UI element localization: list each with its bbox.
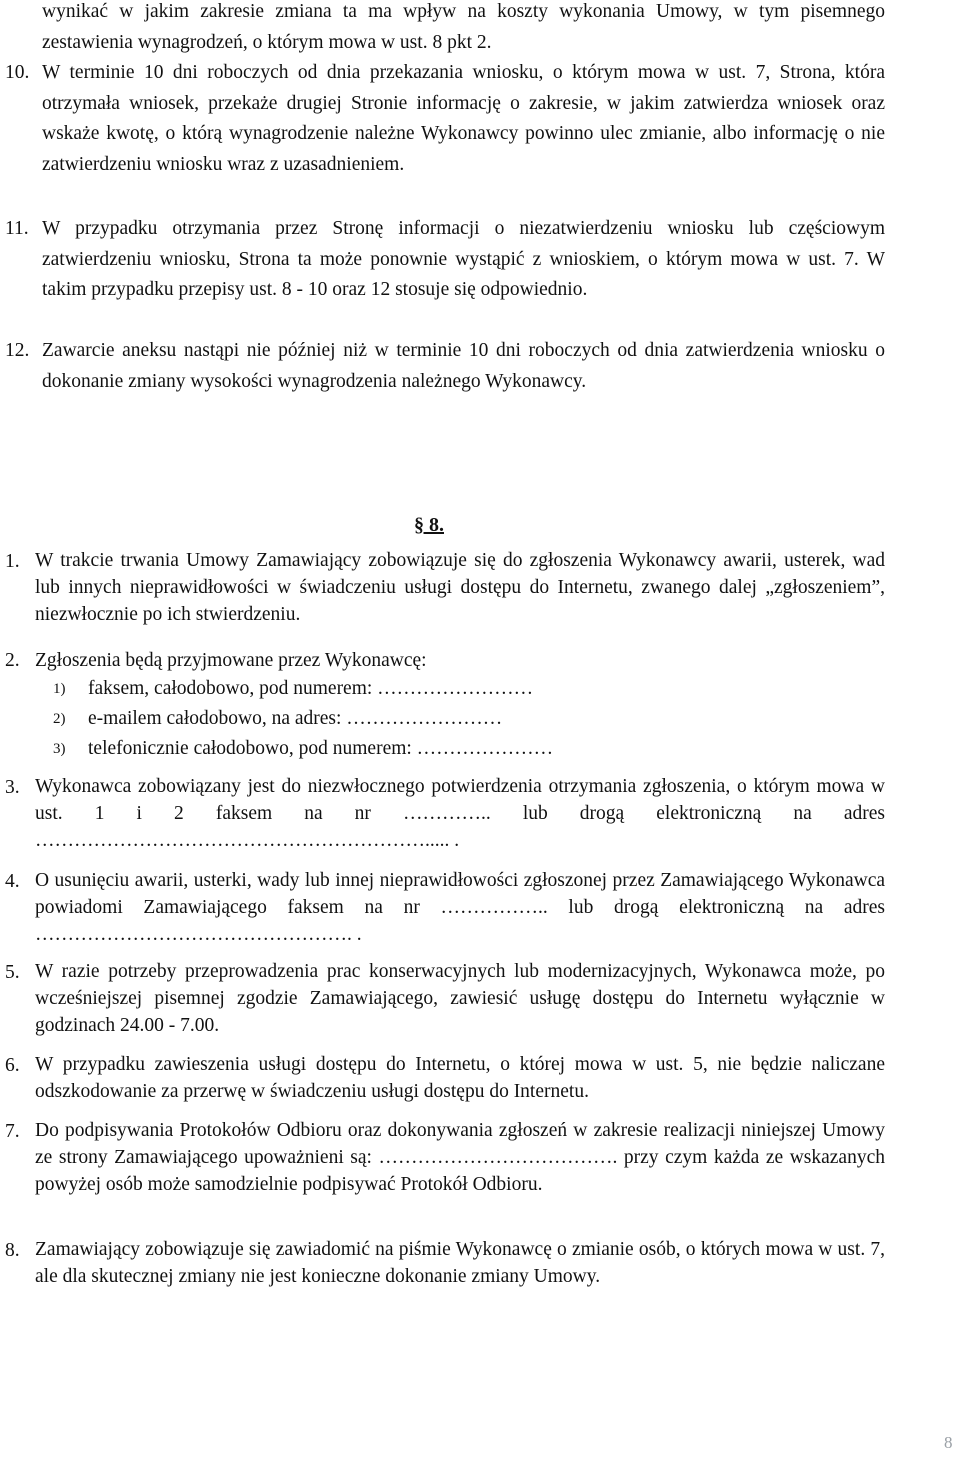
section-item-5: [5, 958, 885, 1039]
list-item-12: [5, 336, 885, 397]
section-number: 8.: [429, 514, 444, 536]
item-text: Zgłoszenia będą przyjmowane przez Wykonawcę:: [35, 650, 427, 671]
section-symbol: §: [414, 514, 424, 536]
item-text: Zamawiający zobowiązuje się zawiadomić na piśmie Wykonawcę o zmianie osób, o których mowa w ust. 7, ale dla skutecznej zmiany nie jest konieczne dokonanie zmiany Umowy.: [35, 1239, 885, 1287]
list-item-11: [5, 214, 885, 306]
item-text: Zawarcie aneksu nastąpi nie później niż w terminie 10 dni roboczych od dnia zatwierdzenia wniosku o dokonanie zmiany wysokości wynagrodzenia należnego Wykonawcy.: [42, 340, 885, 392]
section-item-7: [5, 1117, 885, 1198]
subitem-text: telefonicznie całodobowo, pod numerem: …………………: [88, 738, 554, 759]
item-number: 10.: [5, 62, 30, 83]
list-item-10: [5, 58, 885, 180]
item-text: W przypadku zawieszenia usługi dostępu do Internetu, o której mowa w ust. 5, nie będzie naliczane odszkodowanie za przerwę w świadczeniu usługi dostępu do Internetu.: [35, 1054, 885, 1102]
item-text: Wykonawca zobowiązany jest do niezwłocznego potwierdzenia otrzymania zgłoszenia, o którym mowa w ust. 1 i 2 faksem na nr ………….. lub drogą elektroniczną na adres ……………………………………………………..... .: [35, 776, 885, 851]
section-item-1: [5, 547, 885, 628]
item-text: W razie potrzeby przeprowadzenia prac konserwacyjnych lub modernizacyjnych, Wykonawca może, po wcześniejszej pisemnej zgodzie Zamawiającego, zawiesić usługę dostępu do Internetu wyłącznie w godzinach 24.00 - 7.00.: [35, 961, 885, 1036]
item-text: W terminie 10 dni roboczych od dnia przekazania wniosku, o którym mowa w ust. 7, Strona, która otrzymała wniosek, przekaże drugiej Stronie informację o zakresie, w jakim zatwierdza wniosek oraz wskaże kwotę, o którą wynagrodzenie należne Wykonawcy powinno ulec zmianie, albo informację o nie zatwierdzeniu wniosku wraz z uzasadnieniem.: [42, 62, 885, 175]
item-number: 5.: [5, 962, 20, 983]
section-item-3: [5, 773, 885, 854]
subitem-text: faksem, całodobowo, pod numerem: ……………………: [88, 678, 534, 699]
item-number: 7.: [5, 1121, 20, 1142]
item-number: 2.: [5, 650, 20, 671]
section-item-6: [5, 1051, 885, 1105]
item-number: 8.: [5, 1240, 20, 1261]
subitem-number: 3): [53, 741, 66, 757]
subitem-text: e-mailem całodobowo, na adres: ……………………: [88, 708, 503, 729]
page-number: 8: [944, 1433, 953, 1452]
item-number: 11.: [5, 218, 29, 239]
item-text: W trakcie trwania Umowy Zamawiający zobowiązuje się do zgłoszenia Wykonawcy awarii, usterek, wad lub innych nieprawidłowości w świadczeniu usługi dostępu do Internetu, zwanego dalej „zgłoszeniem”, niezwłocznie po ich stwierdzeniu.: [35, 550, 885, 625]
subitem-1: [53, 674, 853, 705]
item-text: O usunięciu awarii, usterki, wady lub innej nieprawidłowości zgłoszonej przez Zamawiającego Wykonawca powiadomi Zamawiającego faksem na nr …………….. lub drogą elektroniczną na adres …………………………………………. .: [35, 870, 885, 945]
section-heading: [414, 510, 444, 541]
item-number: 1.: [5, 551, 20, 572]
item-number: 4.: [5, 871, 20, 892]
item-number: 6.: [5, 1055, 20, 1076]
item-number: 3.: [5, 777, 20, 798]
subitem-number: 1): [53, 681, 66, 697]
subitem-number: 2): [53, 711, 66, 727]
item-text: Do podpisywania Protokołów Odbioru oraz dokonywania zgłoszeń w zakresie realizacji niniejszej Umowy ze strony Zamawiającego upoważnieni są: ………………………………. przy czym każda ze wskazanych powyżej osób może samodzielnie podpisywać Protokół Odbioru.: [35, 1120, 885, 1195]
section-item-2: [5, 646, 885, 677]
subitem-2: [53, 704, 853, 735]
section-item-8: [5, 1236, 885, 1290]
item-text: W przypadku otrzymania przez Stronę informacji o niezatwierdzeniu wniosku lub częściowym zatwierdzeniu wniosku, Strona ta może ponownie wystąpić z wnioskiem, o którym mowa w ust. 7. W takim przypadku przepisy ust. 8 - 10 oraz 12 stosuje się odpowiednio.: [42, 218, 885, 300]
subitem-3: [53, 734, 853, 765]
continuation-paragraph: wynikać w jakim zakresie zmiana ta ma wpływ na koszty wykonania Umowy, w tym pisemnego zestawienia wynagrodzeń, o którym mowa w ust. 8 pkt 2.: [42, 1, 885, 53]
section-item-4: [5, 867, 885, 948]
item-number: 12.: [5, 340, 30, 361]
